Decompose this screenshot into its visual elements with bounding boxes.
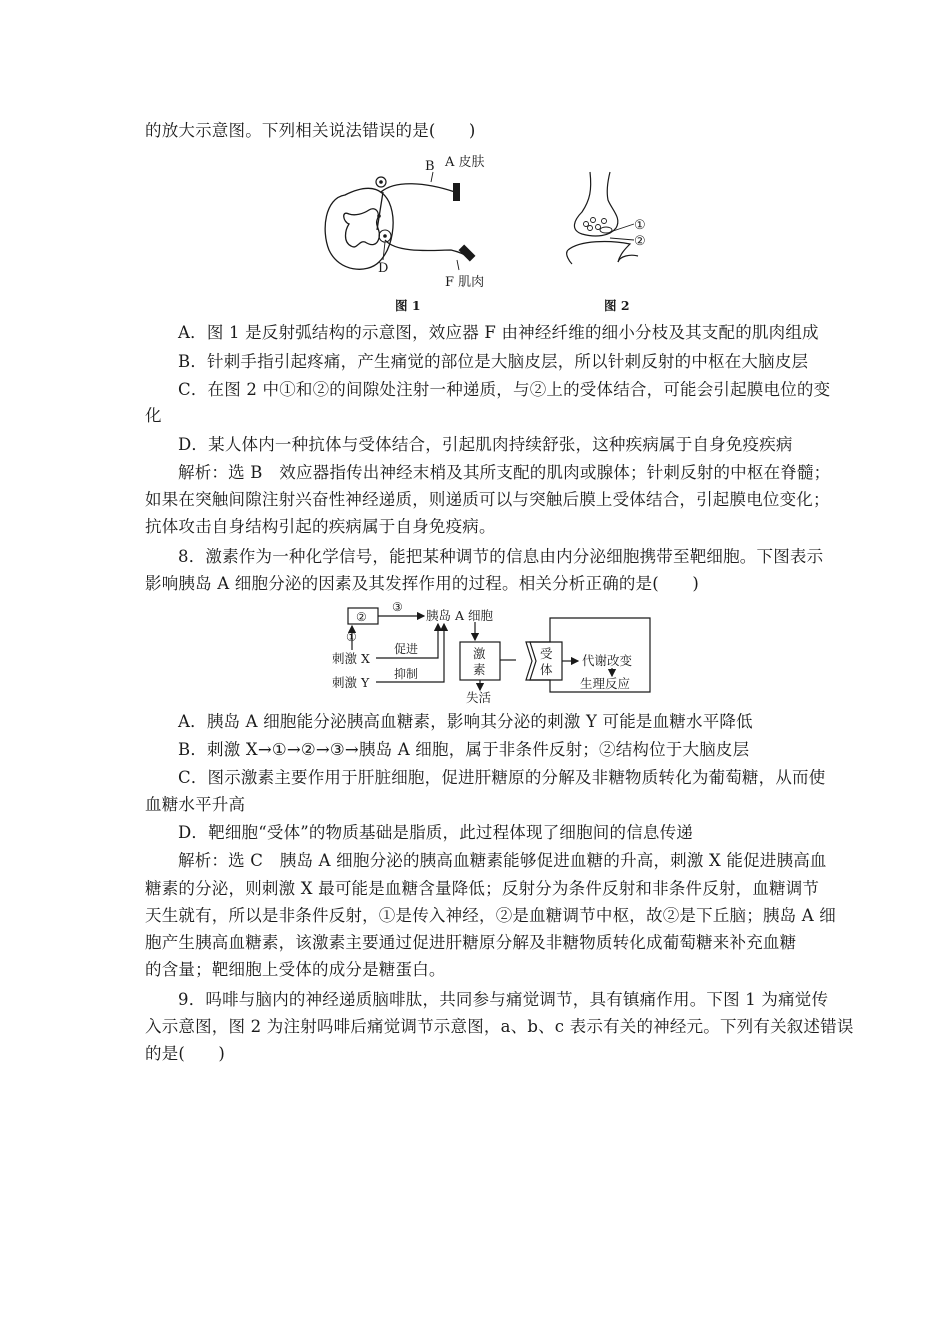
label-b: B bbox=[425, 159, 435, 174]
q8-option-a: A．胰岛 A 细胞能分泌胰高血糖素，影响其分泌的刺激 Y 可能是血糖水平降低 bbox=[178, 712, 753, 731]
q8-option-c-cont: 血糖水平升高 bbox=[145, 795, 246, 814]
label-a-skin: A 皮肤 bbox=[445, 155, 485, 170]
figure-1-caption: 图 1 bbox=[395, 298, 421, 313]
q7-intro: 的放大示意图。下列相关说法错误的是( ) bbox=[145, 121, 476, 140]
q7-option-b: B．针刺手指引起疼痛，产生痛觉的部位是大脑皮层，所以针刺反射的中枢在大脑皮层 bbox=[178, 352, 809, 371]
q9-stem-3: 的是( ) bbox=[145, 1044, 226, 1063]
q7-analysis-3: 抗体攻击自身结构引起的疾病属于自身免疫病。 bbox=[145, 517, 496, 536]
q7-option-c-cont: 化 bbox=[145, 406, 162, 425]
q8-analysis-2: 糖素的分泌，则刺激 X 最可能是血糖含量降低；反射分为条件反射和非条件反射，血糖调节 bbox=[145, 879, 820, 898]
q7-option-a: A．图 1 是反射弧结构的示意图，效应器 F 由神经纤维的细小分枝及其支配的肌肉组成 bbox=[178, 323, 819, 342]
q8-option-c: C．图示激素主要作用于肝脏细胞，促进肝糖原的分解及非糖物质转化为葡萄糖，从而使 bbox=[178, 768, 826, 787]
q8-option-d: D．靶细胞“受体”的物质基础是脂质，此过程体现了细胞间的信息传递 bbox=[178, 823, 693, 842]
stimulus-y-label: 刺激 Y bbox=[332, 675, 370, 690]
physiological-response-label: 生理反应 bbox=[580, 676, 631, 691]
inactivate-label: 失活 bbox=[466, 690, 492, 705]
q8-analysis-3: 天生就有，所以是非条件反射，①是传入神经，②是血糖调节中枢，故②是下丘脑；胰岛 A 细 bbox=[145, 906, 837, 925]
stimulus-x-label: 刺激 X bbox=[332, 651, 370, 666]
hormone-label-1: 激 bbox=[473, 646, 486, 661]
islet-a-cell-label: 胰岛 A 细胞 bbox=[426, 608, 493, 623]
label-1: ① bbox=[346, 630, 357, 644]
label-d: D bbox=[378, 261, 389, 276]
box-2-label: ② bbox=[356, 610, 367, 624]
q7-option-c: C．在图 2 中①和②的间隙处注射一种递质，与②上的受体结合，可能会引起膜电位的变 bbox=[178, 380, 831, 399]
q8-analysis-5: 的含量；靶细胞上受体的成分是糖蛋白。 bbox=[145, 960, 446, 979]
q8-analysis-4: 胞产生胰高血糖素，该激素主要通过促进肝糖原分解及非糖物质转化成葡萄糖来补充血糖 bbox=[145, 933, 797, 952]
q8-analysis-1: 解析：选 C 胰岛 A 细胞分泌的胰高血糖素能够促进血糖的升高，刺激 X 能促进胰高血 bbox=[178, 851, 827, 870]
figure-1-reflex-arc bbox=[315, 150, 505, 320]
metabolism-change-label: 代谢改变 bbox=[582, 653, 633, 668]
q7-option-d: D．某人体内一种抗体与受体结合，引起肌肉持续舒张，这种疾病属于自身免疫疾病 bbox=[178, 435, 793, 454]
grey-matter bbox=[344, 209, 380, 247]
promote-label: 促进 bbox=[394, 642, 419, 656]
q7-analysis-2: 如果在突触间隙注射兴奋性神经递质，则递质可以与突触后膜上受体结合，引起膜电位变化； bbox=[145, 490, 830, 509]
figure-2-caption: 图 2 bbox=[604, 298, 630, 313]
receptor-label-1: 受 bbox=[540, 646, 553, 661]
q9-stem-1: 9．吗啡与脑内的神经递质脑啡肽，共同参与痛觉调节，具有镇痛作用。下图 1 为痛觉传 bbox=[178, 990, 829, 1009]
q8-stem-2: 影响胰岛 A 细胞分泌的因素及其发挥作用的过程。相关分析正确的是( ) bbox=[145, 574, 699, 593]
label-1: ① bbox=[634, 218, 646, 233]
q8-option-b: B．刺激 X→①→②→③→胰岛 A 细胞，属于非条件反射；②结构位于大脑皮层 bbox=[178, 740, 750, 759]
label-f-muscle: F 肌肉 bbox=[445, 275, 485, 290]
figure-2-synapse bbox=[560, 170, 670, 320]
label-2: ② bbox=[634, 234, 646, 249]
label-3: ③ bbox=[392, 600, 403, 614]
q8-stem-1: 8．激素作为一种化学信号，能把某种调节的信息由内分泌细胞携带至靶细胞。下图表示 bbox=[178, 547, 824, 566]
q9-stem-2: 入示意图，图 2 为注射吗啡后痛觉调节示意图，a、b、c 表示有关的神经元。下列有关叙述错误 bbox=[145, 1017, 854, 1036]
q7-analysis-1: 解析：选 B 效应器指传出神经末梢及其所支配的肌肉或腺体；针刺反射的中枢在脊髓； bbox=[178, 463, 831, 482]
receptor-label-2: 体 bbox=[540, 662, 553, 677]
figure-q8-islet-diagram bbox=[330, 600, 670, 705]
hormone-label-2: 素 bbox=[473, 662, 486, 677]
skin-receptor bbox=[453, 183, 460, 201]
inhibit-label: 抑制 bbox=[394, 667, 419, 681]
